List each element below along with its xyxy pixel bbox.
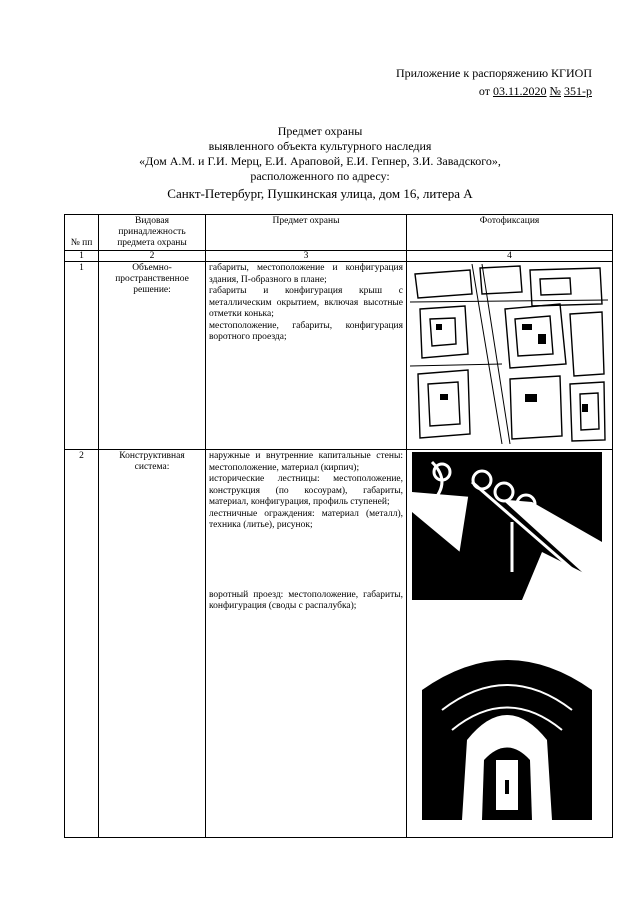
header-num: № пп [65, 215, 99, 251]
vaulted-passage-photo [412, 630, 603, 820]
appendix-header [396, 64, 592, 100]
order-date-line: от 03.11.2020 № 351-р [478, 84, 592, 98]
column-number-row: 1 2 3 4 [65, 251, 613, 262]
order-date: 03.11.2020 [492, 84, 547, 98]
header-type: Видовая принадлежность предмета охраны [99, 215, 206, 251]
map-icon [410, 264, 609, 444]
header-photo: Фотофиксация [407, 215, 613, 251]
document-title: Предмет охраны выявленного объекта культурного наследия «Дом А.М. и Г.И. Мерц, Е.И. Араповой, Е.И. Гепнер, З.И. Завадского», расположенного по адресу: Санкт-Петербург, Пушкинская улица, дом 16, литера А [0, 124, 640, 201]
header-subject: Предмет охраны [206, 215, 407, 251]
table-row: 2 Конструктивная система: наружные и внутренние капитальные стены: местоположение, материал (кирпич); исторические лестницы: местоположение, конструкция (по косоурам), габариты, материал, конфигурация, профиль ступеней; лестничные ограждения: материал (металл), техника (литье), рисунок; воротный проезд: местоположение, габариты, конфигурация (своды с распалубка); [65, 450, 613, 838]
address: Санкт-Петербург, Пушкинская улица, дом 16, литера А [167, 186, 473, 201]
order-number: 351-р [564, 84, 592, 98]
appendix-line: Приложение к распоряжению КГИОП [395, 66, 592, 80]
table-header-row [65, 215, 613, 251]
protection-table [64, 214, 613, 838]
staircase-photo [412, 452, 603, 600]
table-row: 1 Объемно-пространственное решение: габариты, местоположение и конфигурация здания, П-образного в плане; габариты и конфигурация крыш с металлическим окрытием, включая высотные отметки конька; местоположение, габариты, конфигурация воротного проезда; [65, 262, 613, 450]
